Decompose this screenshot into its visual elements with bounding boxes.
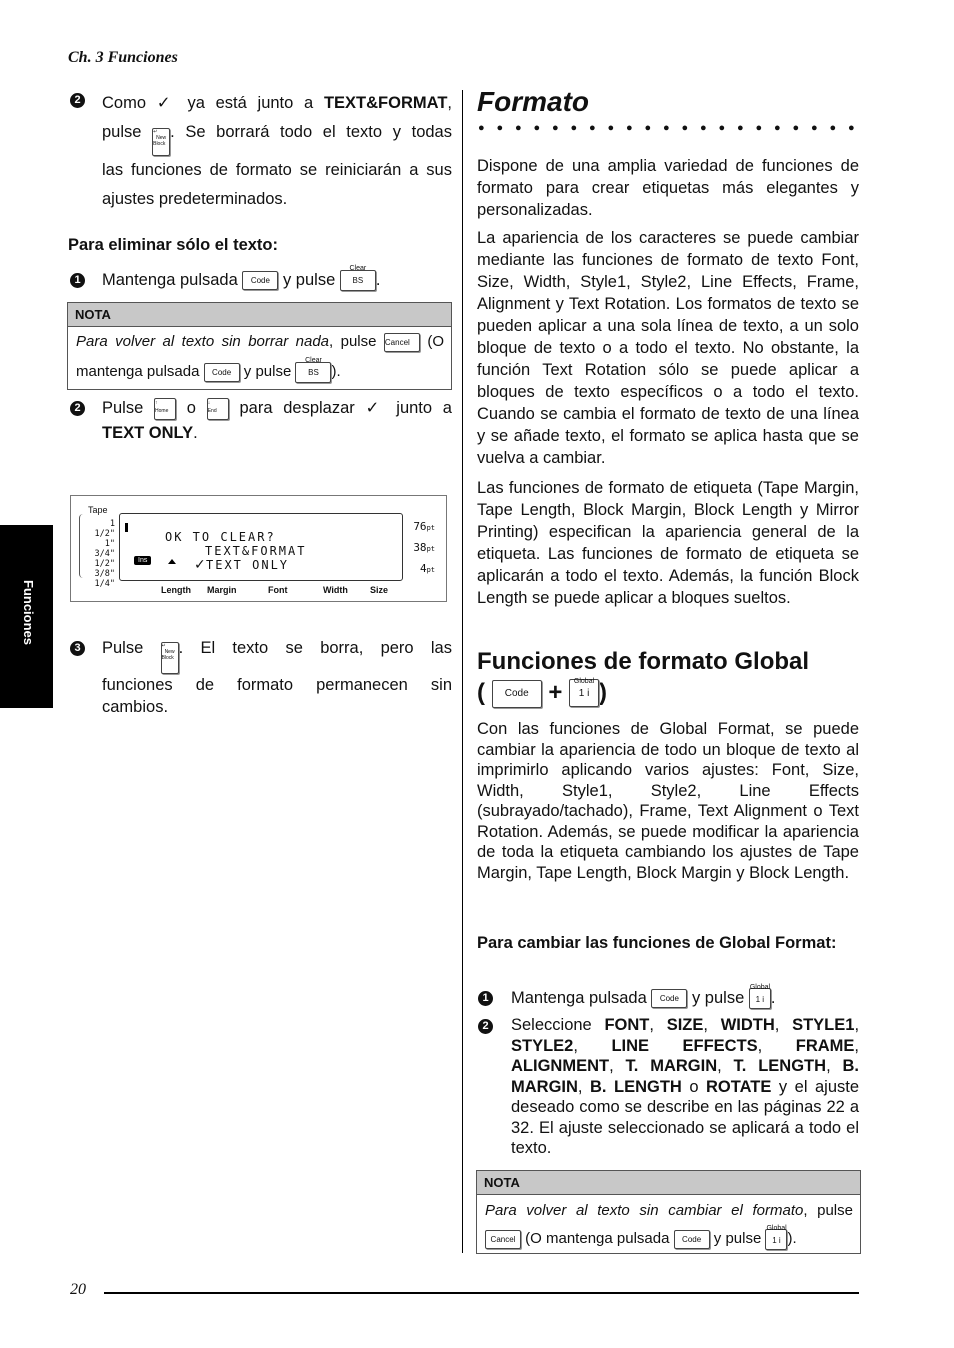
opt-rotate: ROTATE <box>706 1077 772 1096</box>
cancel-key-icon: Cancel <box>384 333 420 352</box>
cancel-key-icon: Cancel <box>485 1230 521 1249</box>
key-label: New Block <box>161 649 175 661</box>
opt-t-margin: T. MARGIN <box>625 1057 718 1075</box>
step2a-prefix: Como <box>102 94 147 112</box>
global-key-icon <box>749 984 771 1009</box>
step2b-bold: TEXT ONLY <box>102 423 194 442</box>
paragraph-2: La apariencia de los caracteres se puede cambiar mediante las funciones de formato de texto Font, Size, Width, Style1, Style2, Line Effects, Frame, Alignment y Text Rotation. Los formatos de texto se pueden aplicar a una sola línea de texto, a un solo bloque de texto o a todo el texto. No obstante, la función Text Rotation sólo se puede aplicar a bloques de texto específicos o a todo el texto. Cuando se cambia el formato de texto de una línea y se añade texto, el formato se aplica hasta que se vuelva a cambiar. <box>477 229 859 467</box>
note-italic: Para volver al texto sin cambiar el formato <box>485 1202 804 1219</box>
point-value: 4 <box>419 562 427 575</box>
lcd-cursor <box>125 523 128 532</box>
lcd-label-font: Font <box>268 585 288 595</box>
step2a-line3: las funciones de formato se reiniciarán a sus <box>102 161 452 179</box>
step2b-text <box>102 397 452 444</box>
key-top-label: Clear <box>305 356 322 364</box>
code-key-icon: Code <box>204 363 240 382</box>
or-word: o <box>689 1077 699 1096</box>
section-heading-global: Funciones de formato Global <box>477 648 810 675</box>
step3-line2: funciones de formato permanecen sin <box>102 676 452 694</box>
note-t3: y pulse <box>713 1230 762 1247</box>
code-key-icon: Code <box>674 1230 710 1249</box>
opt-b-length: B. LENGTH <box>590 1077 682 1096</box>
lcd-display <box>70 495 447 602</box>
lcd-label-width: Width <box>323 585 348 595</box>
note-t1: , pulse <box>803 1202 853 1219</box>
step-number: 1 <box>478 991 493 1006</box>
key-label: New Block <box>153 135 167 147</box>
check-icon: ✓ <box>194 556 206 572</box>
opt-b-margin: B. MARGIN <box>511 1057 859 1096</box>
point-size <box>405 559 435 580</box>
right-step1-t2: y pulse <box>691 989 745 1007</box>
step2a-mid: ya está junto a <box>187 94 314 112</box>
period: . <box>375 271 381 289</box>
step3-t2: . El texto se borra, pero las <box>178 639 452 657</box>
note-title: NOTA <box>68 303 451 327</box>
period: . <box>193 423 198 442</box>
global-key-icon <box>765 1224 787 1250</box>
step2a-line4: ajustes predeterminados. <box>102 190 288 208</box>
tape-size: 1 1/2" <box>94 519 115 539</box>
step-number: 2 <box>70 93 85 108</box>
dotted-rule: ● ● ● ● ● ● ● ● ● ● ● ● ● ● ● ● ● ● ● ● ● <box>478 122 860 134</box>
step2a-rest: . Se borrará todo el texto y todas <box>170 123 452 141</box>
global-shortcut <box>477 679 607 708</box>
lcd-screen <box>119 513 403 581</box>
lcd-points <box>405 517 435 580</box>
note-t4: y pulse <box>243 363 292 380</box>
step1-text <box>102 265 452 291</box>
lcd-label-length: Length <box>161 585 191 595</box>
lcd-label-margin: Margin <box>207 585 237 595</box>
tape-size: 1/4" <box>94 579 115 589</box>
note-t5: ). <box>331 363 341 380</box>
paragraph-4: Con las funciones de Global Format, se puede cambiar la apariencia de todo un bloque de texto al imprimirlo aplicando varios ajustes: Font, Size, Width, Style1, Style2, Line Effects (subrayado/tachado), Frame, Text Alignment o Text Rotation. Además, se puede modificar la apariencia de toda la etiqueta cambiando los ajustes de Tape Margin, Tape Length, Block Margin y Block Length. <box>477 720 859 882</box>
key-label: BS <box>352 276 364 286</box>
period: . <box>770 989 776 1007</box>
opt-size: SIZE <box>666 1016 704 1034</box>
note-t2: (O mantenga pulsada <box>525 1230 670 1247</box>
note-title: NOTA <box>477 1171 860 1195</box>
note-t2: (O <box>427 333 445 350</box>
lcd-ins-badge: Ins <box>134 556 151 565</box>
footer-rule <box>104 1292 859 1294</box>
key-label: End <box>207 407 217 414</box>
comma: , <box>447 94 452 112</box>
pt-unit: pt <box>426 545 435 553</box>
note-box <box>476 1170 861 1254</box>
subheading-delete-text: Para eliminar sólo el texto: <box>68 236 278 254</box>
tape-size: 3/4" <box>94 549 115 559</box>
step3-t1: Pulse <box>102 639 144 657</box>
right-step2-text: Seleccione FONT, SIZE, WIDTH, STYLE1, STYLE2, LINE EFFECTS, FRAME, ALIGNMENT, T. MARGIN, T. LENGTH, B. MARGIN, B. LENGTH o ROTATE y el ajuste deseado como se describe en las páginas 22 a 32. El ajuste seleccionado se aplicará a todo el texto. <box>511 1016 860 1157</box>
step2a-pulse: pulse <box>102 123 142 141</box>
point-value: 76 <box>413 520 427 533</box>
lcd-label-size: Size <box>370 585 389 595</box>
step3-text <box>102 637 452 718</box>
note-t3: mantenga pulsada <box>76 363 200 380</box>
paren-open: ( <box>477 679 485 706</box>
bs-clear-key-icon <box>340 265 376 291</box>
subheading-global: Para cambiar las funciones de Global Format: <box>477 934 837 952</box>
right-step1-t1: Mantenga pulsada <box>511 989 647 1007</box>
tape-size: 3/8" <box>94 569 115 579</box>
home-key-icon: ↑ Home <box>154 398 176 420</box>
lcd-line2: TEXT&FORMAT <box>205 544 307 558</box>
step-number: 1 <box>70 273 85 288</box>
key-top-label: Global <box>749 984 771 992</box>
note-body <box>477 1195 860 1250</box>
step2b-t2: o <box>186 399 196 417</box>
point-size <box>405 538 435 559</box>
end-key-icon: ↓ End <box>207 398 229 420</box>
lcd-triangle-icon <box>168 559 176 564</box>
lcd-line3: TEXT ONLY <box>206 558 290 572</box>
note-t4: ). <box>787 1230 797 1247</box>
lcd-tape-label: Tape <box>88 505 108 515</box>
column-divider <box>462 90 463 1253</box>
paren-close: ) <box>599 679 608 706</box>
check-icon: ✓ <box>365 399 386 417</box>
key-top-label: Global <box>573 678 595 685</box>
global-key-icon <box>569 679 599 707</box>
opt-width: WIDTH <box>720 1016 775 1034</box>
key-label: 1 i <box>772 1235 781 1245</box>
step1-t1: Mantenga pulsada <box>102 271 238 289</box>
key-label: 1 i <box>578 688 590 699</box>
page-number: 20 <box>70 1281 86 1298</box>
step3-line3: cambios. <box>102 698 169 716</box>
key-label: Home <box>155 407 169 414</box>
point-size <box>405 517 435 538</box>
step2b-t1: Pulse <box>102 399 144 417</box>
point-value: 38 <box>413 541 427 554</box>
note-t1: , pulse <box>329 333 377 350</box>
chapter-header: Ch. 3 Funciones <box>68 49 178 66</box>
side-tab-label: Funciones <box>21 580 36 646</box>
key-label: BS <box>308 367 319 377</box>
code-key-icon: Code <box>651 989 687 1008</box>
code-key-icon: Code <box>242 271 278 290</box>
code-key-icon: Code <box>492 680 542 708</box>
plus-sign: + <box>548 679 563 706</box>
opt-frame: FRAME <box>795 1036 855 1055</box>
step-number: 2 <box>70 401 85 416</box>
note-italic: Para volver al texto sin borrar nada <box>76 333 330 350</box>
opt-alignment: ALIGNMENT <box>511 1057 610 1075</box>
lcd-size-list <box>85 519 115 589</box>
bs-clear-key-icon <box>295 356 331 383</box>
paragraph-1: Dispone de una amplia variedad de funciones de formato para crear etiquetas más elegantes y personalizadas. <box>477 157 859 219</box>
key-top-label: Clear <box>349 265 367 273</box>
step1-t2: y pulse <box>282 271 336 289</box>
pt-unit: pt <box>426 524 435 532</box>
side-tab <box>0 525 53 708</box>
note-body <box>68 327 451 383</box>
step2b-t4: junto a <box>396 399 452 417</box>
opt-t-length: T. LENGTH <box>733 1057 827 1075</box>
step-number: 3 <box>70 641 85 656</box>
check-icon: ✓ <box>156 94 177 112</box>
lcd-line1: OK TO CLEAR? <box>165 530 276 544</box>
key-label: 1 i <box>755 995 765 1005</box>
tape-size: 1" <box>104 539 115 549</box>
opt-font: FONT <box>604 1016 650 1034</box>
new-block-key-icon: ↵ New Block <box>161 642 179 674</box>
pt-unit: pt <box>426 566 435 574</box>
tape-size: 1/2" <box>94 559 115 569</box>
step2a-bold: TEXT&FORMAT <box>323 94 448 112</box>
opt-style2: STYLE2 <box>511 1036 574 1055</box>
paragraph-3: Las funciones de formato de etiqueta (Tape Margin, Tape Length, Block Margin, Block Length y Mirror Printing) especifican la apariencia general de la etiqueta. Las funciones de formato de etiqueta se aplicarán a todo el texto. Además, la función Block Length se puede aplicar a bloques sueltos. <box>477 479 859 607</box>
note-box <box>67 302 452 390</box>
new-block-key-icon: ↵ New Block <box>152 128 170 156</box>
key-top-label: Global <box>766 1224 787 1232</box>
section-title: Formato <box>477 86 589 117</box>
step2b-t3: para desplazar <box>239 399 355 417</box>
step2a-text <box>102 89 452 214</box>
right-step2-rest: y el ajuste deseado como se describe en las páginas 22 a 32. El ajuste seleccionado se aplicará a todo el texto. <box>511 1077 860 1157</box>
opt-style1: STYLE1 <box>792 1016 855 1034</box>
opt-line-effects: LINE EFFECTS <box>611 1036 758 1055</box>
select-word: Seleccione <box>511 1016 592 1034</box>
step-number: 2 <box>478 1019 493 1034</box>
right-step1-text <box>511 984 859 1009</box>
